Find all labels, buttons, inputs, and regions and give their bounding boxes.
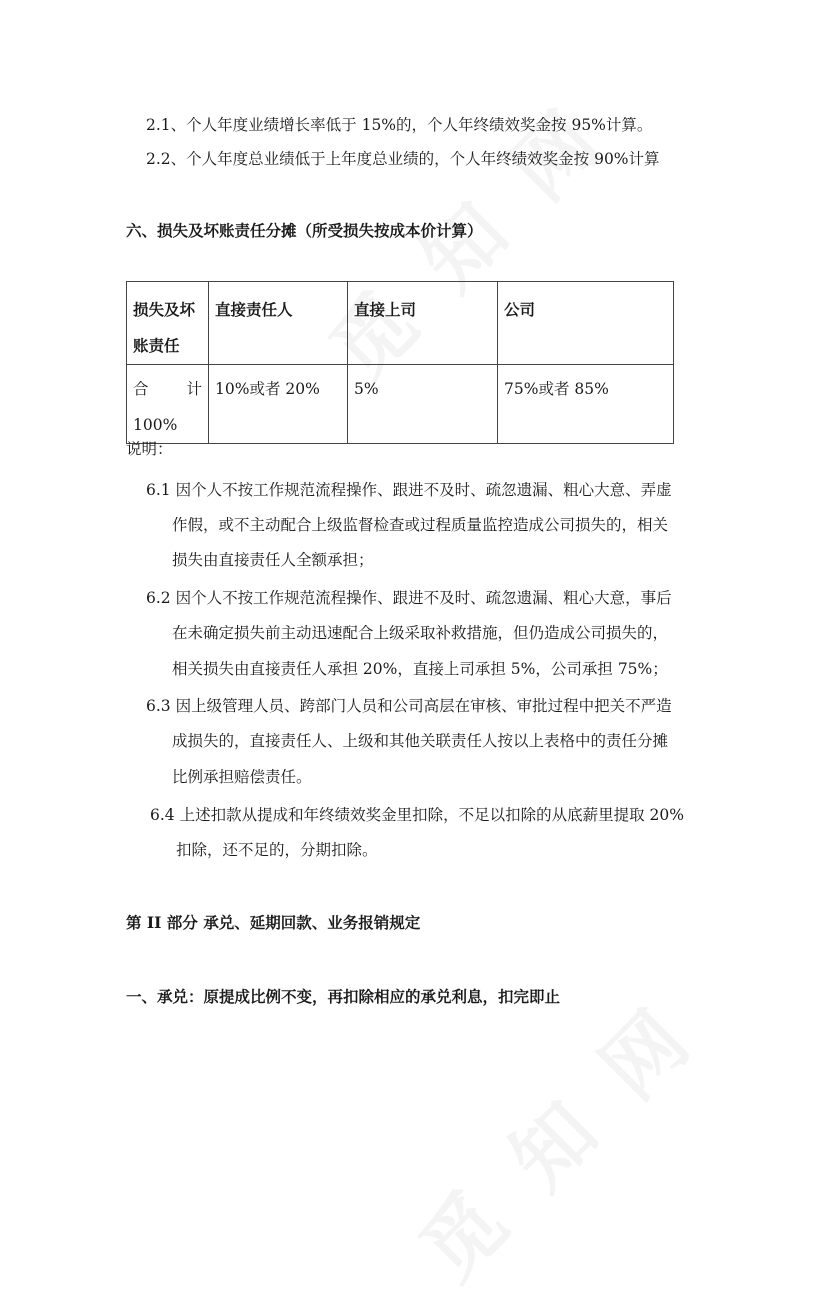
note-6-4-line: 6.4 上述扣款从提成和年终绩效奖金里扣除，不足以扣除的从底薪里提取 20% — [150, 806, 684, 824]
note-6-3-line: 比例承担赔偿责任。 — [172, 768, 312, 786]
table-cell: 5% — [348, 365, 498, 444]
total-label-part: 合 — [133, 380, 149, 398]
note-6-3-line: 6.3 因上级管理人员、跨部门人员和公司高层在审核、审批过程中把关不严造 — [146, 697, 672, 715]
table-cell — [127, 365, 209, 444]
responsibility-table — [126, 281, 674, 444]
table-cell: 公司 — [498, 282, 674, 365]
note-6-2-line: 相关损失由直接责任人承担 20%，直接上司承担 5%，公司承担 75%； — [172, 660, 668, 678]
table-cell: 75%或者 85% — [498, 365, 674, 444]
note-6-2-line: 在未确定损失前主动迅速配合上级采取补救措施，但仍造成公司损失的， — [172, 624, 669, 642]
table-cell: 10%或者 20% — [209, 365, 348, 444]
note-6-4-line: 扣除，还不足的，分期扣除。 — [176, 841, 378, 859]
section-6-heading: 六、损失及坏账责任分摊（所受损失按成本价计算） — [126, 221, 483, 240]
note-6-1-line: 6.1 因个人不按工作规范流程操作、跟进不及时、疏忽遗漏、粗心大意、弄虚 — [146, 481, 672, 499]
note-6-1-line: 损失由直接责任人全额承担； — [172, 551, 374, 569]
part-2-heading: 第 II 部分 承兑、延期回款、业务报销规定 — [126, 913, 421, 932]
total-value: 100% — [133, 416, 178, 434]
table-row — [127, 365, 674, 444]
table-header-row — [127, 282, 674, 365]
table-cell — [127, 282, 209, 365]
note-label: 说明： — [126, 440, 173, 458]
total-label — [133, 371, 202, 407]
note-6-2-line: 6.2 因个人不按工作规范流程操作、跟进不及时、疏忽遗漏、粗心大意，事后 — [146, 589, 672, 607]
table-cell: 直接上司 — [348, 282, 498, 365]
header-cell-line: 损失及坏 — [133, 300, 196, 319]
total-label-part: 计 — [186, 380, 202, 398]
table-cell: 直接责任人 — [209, 282, 348, 365]
note-6-3-line: 成损失的，直接责任人、上级和其他关联责任人按以上表格中的责任分摊 — [172, 732, 669, 750]
header-cell-line: 账责任 — [133, 336, 180, 355]
rule-2-2: 2.2、个人年度总业绩低于上年度总业绩的，个人年终绩效奖金按 90%计算 — [146, 150, 660, 168]
note-6-1-line: 作假，或不主动配合上级监督检查或过程质量监控造成公司损失的，相关 — [172, 516, 669, 534]
acceptance-heading: 一、承兑：原提成比例不变，再扣除相应的承兑利息，扣完即止 — [126, 987, 561, 1006]
watermark — [390, 975, 716, 1300]
rule-2-1: 2.1、个人年度业绩增长率低于 15%的，个人年终绩效奖金按 95%计算。 — [146, 116, 653, 134]
